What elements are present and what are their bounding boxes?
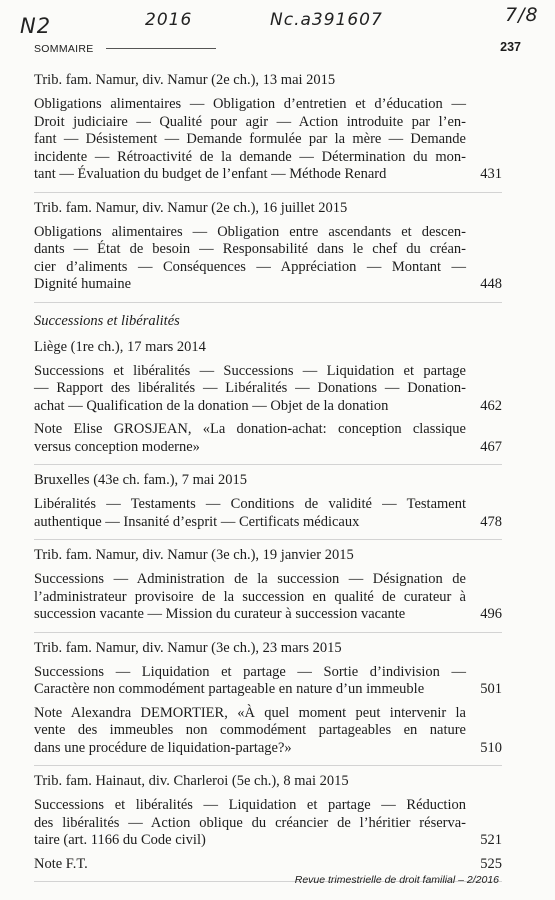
- keyword-line: Libéralités — Testaments — Conditions de validité — Testament: [34, 496, 466, 512]
- keywords-row: [34, 363, 502, 416]
- separator: [34, 632, 502, 633]
- table-of-contents: [34, 65, 502, 882]
- court-heading: Liège (1re ch.), 17 mars 2014: [34, 338, 206, 355]
- keyword-line: l’administrateur provisoire de la succession en qualité de curateur à: [34, 588, 466, 605]
- note-row: [34, 856, 502, 874]
- keywords: [34, 797, 466, 850]
- keyword-line: cier d’aliments — Conséquences — Appréciation — Montant —: [34, 258, 466, 275]
- note-row: [34, 421, 502, 456]
- keyword-line: fant — Désistement — Demande formulée par la mère — Demande: [34, 131, 466, 147]
- note-line: versus conception moderne»: [34, 438, 200, 455]
- header-page-number: 237: [500, 40, 521, 54]
- handwritten-note-1: N2: [20, 14, 52, 38]
- keywords: [34, 363, 466, 416]
- page-number: 478: [480, 513, 502, 530]
- note-text: [34, 421, 466, 456]
- keyword-line: Obligations alimentaires — Obligation d’entretien et d’éducation —: [34, 96, 466, 112]
- page-number: 431: [480, 166, 502, 182]
- note-text: [34, 856, 466, 874]
- keyword-line: Successions et libéralités — Liquidation et partage — Réduction: [34, 797, 466, 813]
- keyword-line: — Rapport des libéralités — Libéralités — Donations — Donation-: [34, 380, 466, 396]
- separator: [34, 302, 502, 303]
- keyword-line: succession vacante — Mission du curateur à succession vacante: [34, 606, 406, 622]
- keywords-row: [34, 496, 502, 531]
- footer-journal: Revue trimestrielle de droit familial – 2/2016: [294, 874, 499, 886]
- page-number: 501: [480, 681, 502, 697]
- keyword-line: Successions — Administration de la succession — Désignation de: [34, 571, 466, 587]
- keyword-line: dants — État de besoin — Responsabilité dans le chef du créan-: [34, 241, 466, 257]
- keyword-line: taire (art. 1166 du Code civil): [34, 832, 206, 848]
- toc-entry: [34, 71, 502, 193]
- separator: [34, 464, 502, 465]
- separator: [34, 539, 502, 540]
- page-number: 496: [480, 606, 502, 622]
- page-number: 448: [480, 276, 502, 292]
- keywords: [34, 571, 466, 624]
- court-heading: Trib. fam. Namur, div. Namur (2e ch.), 13 mai 2015: [34, 72, 336, 88]
- entries-group-1: [34, 71, 502, 303]
- header-label: SOMMAIRE: [34, 43, 94, 55]
- separator: [34, 192, 502, 193]
- note-text: [34, 705, 466, 758]
- entries-group-2: [34, 338, 502, 883]
- keyword-line: Successions et libéralités — Successions — Liquidation et partage: [34, 362, 466, 379]
- keyword-line: authentique — Insanité d’esprit — Certificats médicaux: [34, 513, 360, 530]
- note-row: [34, 705, 502, 758]
- keywords-row: [34, 664, 502, 699]
- court-heading: Trib. fam. Namur, div. Namur (2e ch.), 16 juillet 2015: [34, 199, 348, 216]
- note-line: dans une procédure de liquidation-partage?»: [34, 739, 292, 756]
- court-heading: Bruxelles (43e ch. fam.), 7 mai 2015: [34, 472, 248, 488]
- toc-entry: [34, 546, 502, 633]
- handwritten-note-2: 2016: [145, 10, 193, 30]
- note-page-number: 510: [480, 739, 502, 756]
- keywords-row: [34, 224, 502, 294]
- page-header: [34, 40, 521, 56]
- toc-entry: [34, 199, 502, 303]
- note-line: vente des immeubles non commodément partageables en nature: [34, 722, 466, 738]
- toc-entry: [34, 338, 502, 466]
- note-line: Note Alexandra DEMORTIER, «À quel moment peut intervenir la: [34, 704, 466, 721]
- note-page-number: 525: [480, 855, 502, 872]
- toc-entry: [34, 772, 502, 882]
- keywords: [34, 96, 466, 184]
- keyword-line: des libéralités — Action oblique du créancier de l’héritier réserva-: [34, 814, 466, 831]
- keyword-line: Dignité humaine: [34, 276, 132, 292]
- court-heading: Trib. fam. Namur, div. Namur (3e ch.), 19 janvier 2015: [34, 547, 354, 563]
- keywords-row: [34, 571, 502, 624]
- handwritten-note-3: Nc.a391607: [270, 10, 383, 30]
- note-line: Note F.T.: [34, 855, 88, 872]
- keywords: [34, 496, 466, 531]
- note-line: Note Elise GROSJEAN, «La donation-achat: conception classique: [34, 421, 466, 437]
- header-rule: [106, 48, 216, 49]
- toc-entry: [34, 639, 502, 767]
- keyword-line: achat — Qualification de la donation — Objet de la donation: [34, 397, 389, 414]
- toc-entry: [34, 471, 502, 540]
- page-number: 521: [480, 832, 502, 848]
- court-heading: Trib. fam. Hainaut, div. Charleroi (5e ch.), 8 mai 2015: [34, 773, 349, 789]
- keywords: [34, 664, 466, 699]
- keyword-line: tant — Évaluation du budget de l’enfant — Méthode Renard: [34, 166, 387, 182]
- keyword-line: Droit judiciaire — Qualité pour agir — Action introduite par l’en-: [34, 113, 466, 130]
- keywords-row: [34, 96, 502, 184]
- court-heading: Trib. fam. Namur, div. Namur (3e ch.), 23 mars 2015: [34, 639, 342, 656]
- handwritten-note-4: 7/8: [505, 4, 539, 26]
- keyword-line: incidente — Rétroactivité de la demande — Détermination du mon-: [34, 148, 466, 165]
- section-title: Successions et libéralités: [34, 312, 180, 329]
- keyword-line: Successions — Liquidation et partage — Sortie d’indivision —: [34, 663, 466, 680]
- page-number: 462: [480, 397, 502, 414]
- keywords: [34, 224, 466, 294]
- separator: [34, 765, 502, 766]
- keyword-line: Caractère non commodément partageable en nature d’un immeuble: [34, 681, 425, 697]
- keywords-row: [34, 797, 502, 850]
- note-page-number: 467: [480, 438, 502, 455]
- keyword-line: Obligations alimentaires — Obligation entre ascendants et descen-: [34, 223, 466, 240]
